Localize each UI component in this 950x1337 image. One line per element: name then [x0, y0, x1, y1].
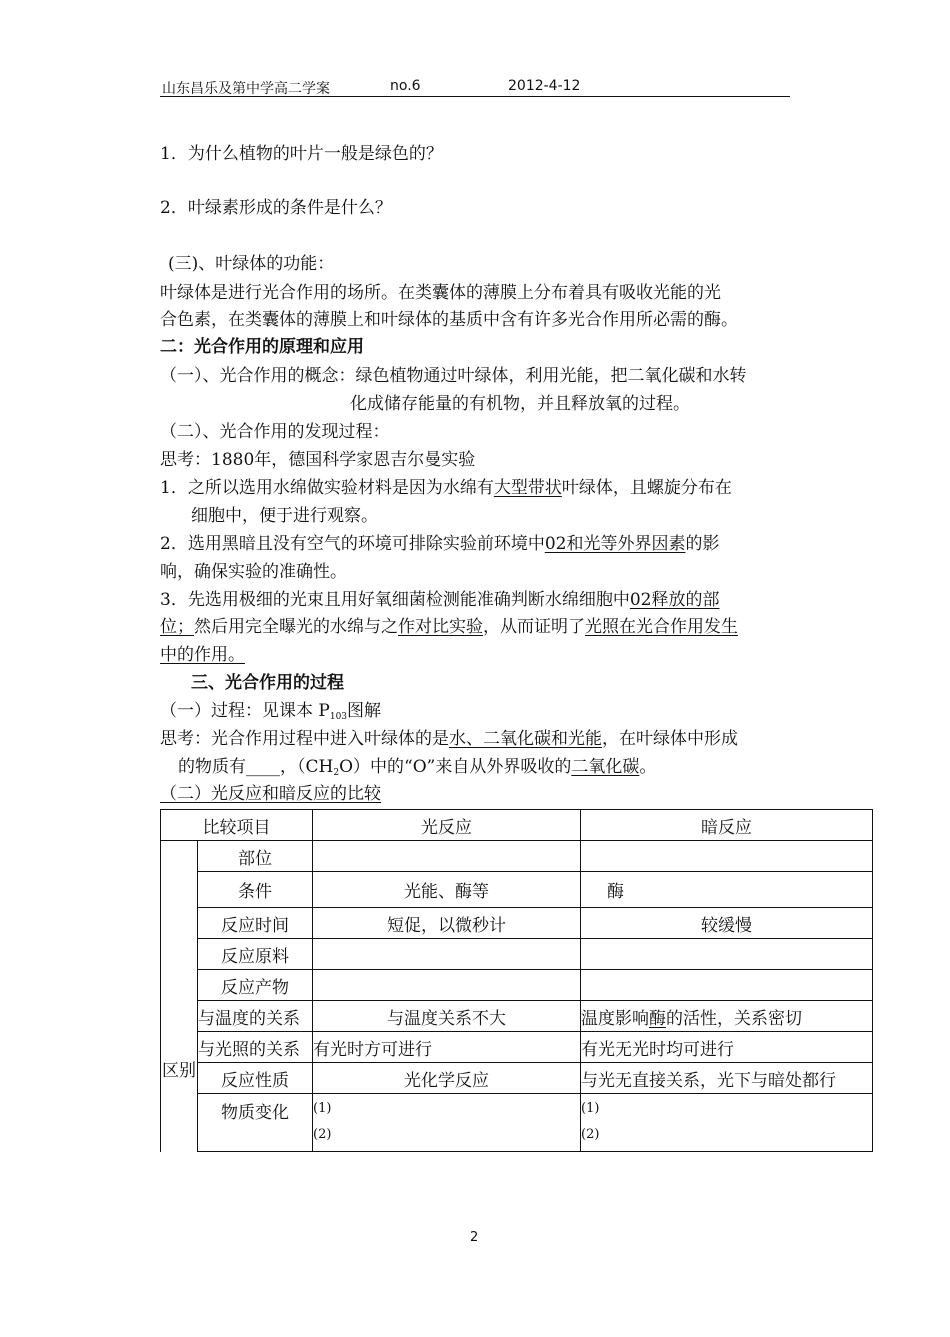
page-number: 2	[470, 1230, 479, 1245]
light-cell: 与温度关系不大	[313, 1001, 581, 1032]
discovery-item-1: 1．之所以选用水绵做实验材料是因为水绵有大型带状叶绿体，且螺旋分布在	[160, 478, 732, 498]
table-header-row	[161, 810, 873, 841]
header-number: no.6	[390, 78, 421, 94]
concept-line-1: （一）、光合作用的概念：绿色植物通过叶绿体，利用光能，把二氧化碳和水转	[160, 366, 747, 386]
row-label: 反应产物	[198, 970, 313, 1001]
discovery-item-3: 3．先选用极细的光束且用好氧细菌检测能准确判断水绵细胞中02释放的部	[160, 590, 720, 610]
table-row	[161, 872, 873, 908]
table-row	[161, 1094, 873, 1152]
row-label: 反应性质	[198, 1063, 313, 1094]
heading-part-3: 三、光合作用的过程	[191, 673, 344, 693]
discovery-item-2: 2．选用黑暗且没有空气的环境可排除实验前环境中02和光等外界因素的影	[160, 534, 720, 554]
think-process-line-2: 的物质有____，$(CH_2O)$中的“O”来自从外界吸收的二氧化碳。	[178, 757, 657, 778]
process-line: （一）过程：见课本 $P_{103}$图解	[160, 701, 382, 722]
header-school: 山东昌乐及第中学高二学案	[162, 81, 330, 97]
dark-cell[interactable]	[581, 841, 873, 872]
row-label: 条件	[198, 872, 313, 908]
row-label: 部位	[198, 841, 313, 872]
row-label: 物质变化	[198, 1094, 313, 1152]
header-date: 2012-4-12	[508, 78, 581, 94]
dark-cell[interactable]	[581, 970, 873, 1001]
question-2: 2．叶绿素形成的条件是什么？	[160, 198, 392, 218]
dark-cell-material-change[interactable]: (1) (2)	[581, 1094, 873, 1152]
dark-cell[interactable]	[581, 939, 873, 970]
table-row	[161, 970, 873, 1001]
concept-line-2: 化成储存能量的有机物，并且释放氧的过程。	[350, 394, 690, 414]
table-row	[161, 939, 873, 970]
row-label: 与温度的关系	[198, 1001, 313, 1032]
table-row	[161, 1001, 873, 1032]
discovery-item-1-cont: 细胞中，便于进行观察。	[191, 506, 378, 526]
dark-cell: 较缓慢	[581, 908, 873, 939]
header-item: 比较项目	[161, 810, 313, 841]
dark-cell: 与光无直接关系，光下与暗处都行	[581, 1063, 873, 1094]
discovery-item-3-cont: 位；然后用完全曝光的水绵与之作对比实验，从而证明了光照在光合作用发生	[160, 617, 738, 637]
row-label: 反应时间	[198, 908, 313, 939]
discovery-item-3-end: 中的作用。	[160, 645, 245, 665]
dark-cell: 有光无光时均可进行	[581, 1032, 873, 1063]
group-label-difference: 区别	[161, 841, 198, 1152]
header-dark: 暗反应	[581, 810, 873, 841]
light-cell[interactable]	[313, 939, 581, 970]
answer-blank[interactable]: ____	[246, 757, 280, 777]
header-light: 光反应	[313, 810, 581, 841]
discovery-item-2-cont: 响，确保实验的准确性。	[160, 562, 347, 582]
row-label: 反应原料	[198, 939, 313, 970]
section-3-title: (三)、叶绿体的功能：	[168, 254, 335, 274]
section-3-para-line-2: 合色素，在类囊体的薄膜上和叶绿体的基质中含有许多光合作用所必需的酶。	[160, 310, 738, 330]
dark-cell: 温度影响酶的活性，关系密切	[581, 1001, 873, 1032]
question-1: 1．为什么植物的叶片一般是绿色的？	[160, 144, 443, 164]
dark-cell: 酶	[581, 872, 873, 908]
think-engelmann: 思考：1880年，德国科学家恩吉尔曼实验	[160, 450, 476, 470]
comparison-table	[160, 809, 873, 1152]
table-row	[161, 1032, 873, 1063]
light-cell-material-change[interactable]: (1) (2)	[313, 1094, 581, 1152]
section-3-para-line-1: 叶绿体是进行光合作用的场所。在类囊体的薄膜上分布着具有吸收光能的光	[160, 283, 721, 303]
think-process-line-1: 思考：光合作用过程中进入叶绿体的是水、二氧化碳和光能，在叶绿体中形成	[160, 729, 738, 749]
light-cell: 光能、酶等	[313, 872, 581, 908]
comparison-title: （二）光反应和暗反应的比较	[160, 784, 381, 804]
light-cell[interactable]	[313, 841, 581, 872]
light-cell: 有光时方可进行	[313, 1032, 581, 1063]
table-row	[161, 908, 873, 939]
header-rule	[160, 96, 790, 97]
row-label: 与光照的关系	[198, 1032, 313, 1063]
heading-part-2: 二：光合作用的原理和应用	[160, 337, 364, 357]
discovery-title: （二）、光合作用的发现过程：	[160, 422, 390, 442]
table-row	[161, 841, 873, 872]
light-cell[interactable]	[313, 970, 581, 1001]
table-row	[161, 1063, 873, 1094]
light-cell: 光化学反应	[313, 1063, 581, 1094]
light-cell: 短促，以微秒计	[313, 908, 581, 939]
